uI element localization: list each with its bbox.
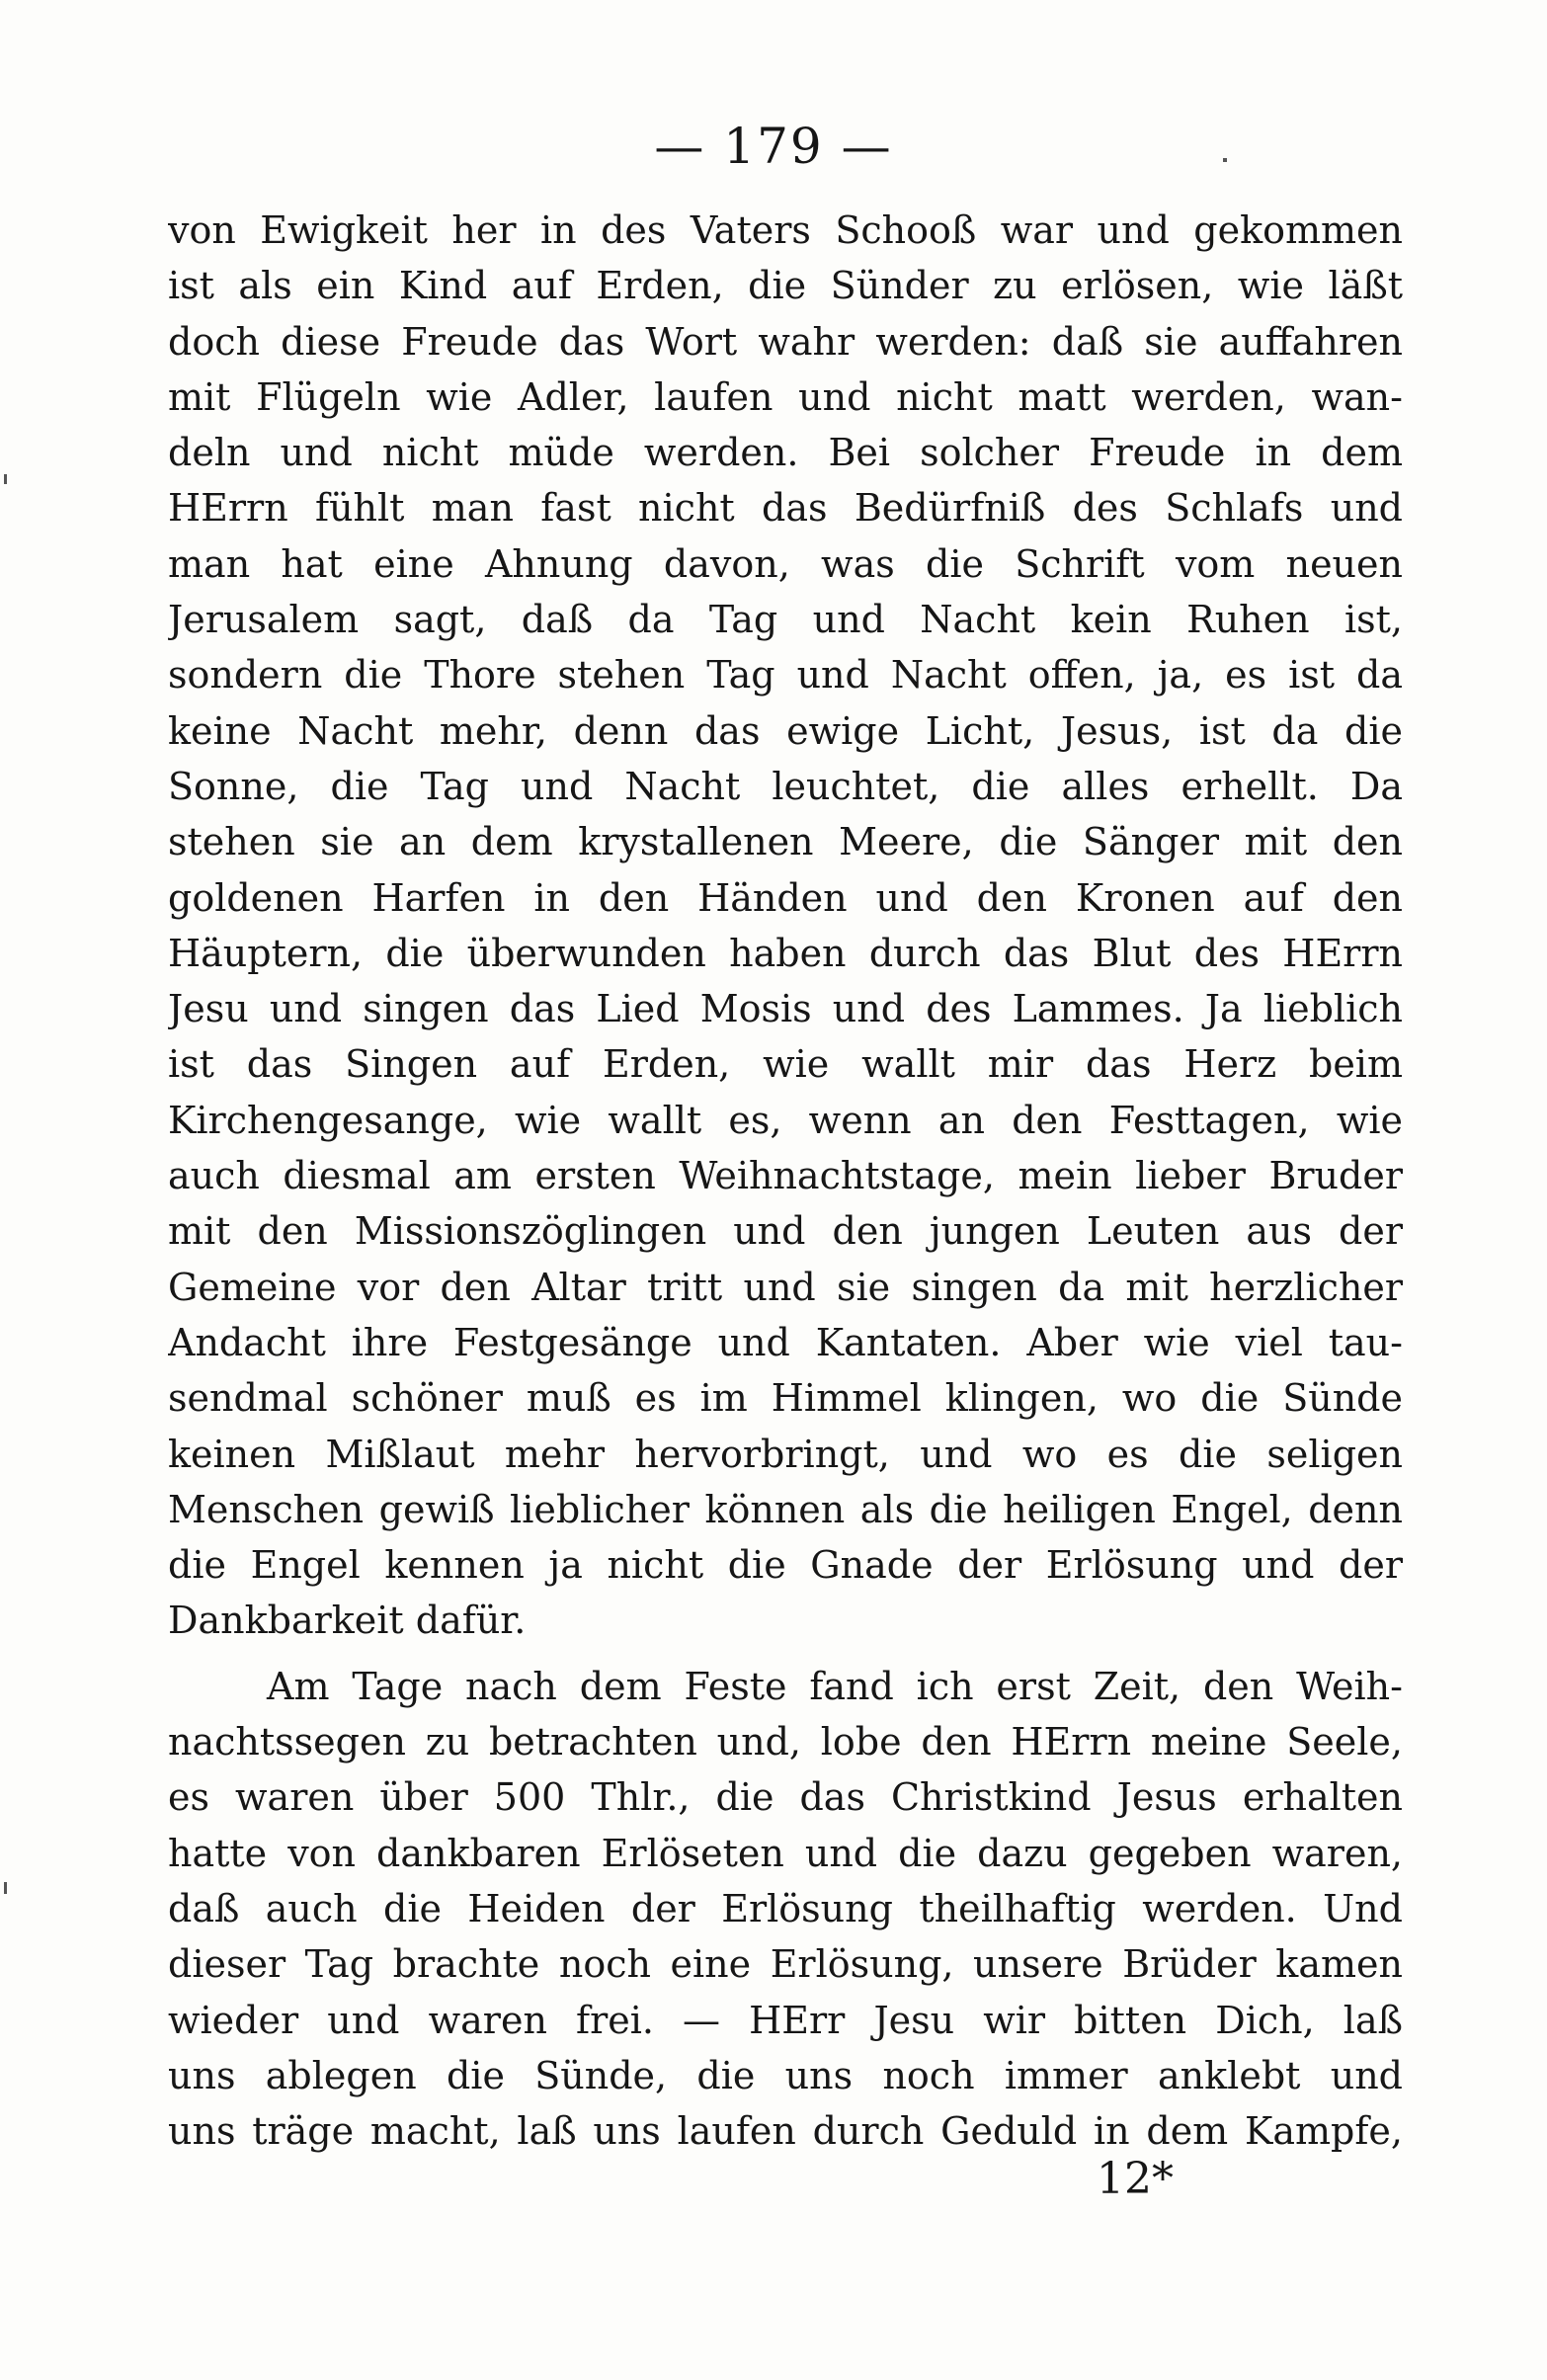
text-line: ist das Singen auf Erden, wie wallt mir das Herz beim xyxy=(168,1042,1403,1087)
paragraph-1 xyxy=(168,203,1403,1649)
margin-speck xyxy=(4,474,7,484)
text-line: hatte von dankbaren Erlöseten und die dazu gegeben waren, xyxy=(168,1831,1403,1875)
page-number: — 179 — xyxy=(654,118,893,175)
body-text xyxy=(168,203,1403,2159)
margin-speck xyxy=(4,1882,7,1894)
text-line: nachtssegen zu betrachten und, lobe den HErrn meine Seele, xyxy=(168,1720,1403,1764)
text-line: keine Nacht mehr, denn das ewige Licht, Jesus, ist da die xyxy=(168,708,1403,753)
paragraph-gap xyxy=(168,1649,1403,1659)
text-line: ist als ein Kind auf Erden, die Sünder zu erlösen, wie läßt xyxy=(168,264,1403,308)
text-line: sendmal schöner muß es im Himmel klingen, wo die Sünde xyxy=(168,1376,1403,1421)
text-line: auch diesmal am ersten Weihnachtstage, mein lieber Bruder xyxy=(168,1154,1403,1198)
text-line: daß auch die Heiden der Erlösung theilhaftig werden. Und xyxy=(168,1886,1403,1930)
text-line: uns ablegen die Sünde, die uns noch immer anklebt und xyxy=(168,2053,1403,2097)
text-line: Jerusalem sagt, daß da Tag und Nacht kein Ruhen ist, xyxy=(168,598,1403,642)
paragraph-2 xyxy=(168,1659,1403,2160)
signature-mark: 12* xyxy=(1097,2154,1174,2204)
text-line: goldenen Harfen in den Händen und den Kronen auf den xyxy=(168,875,1403,920)
text-line: keinen Mißlaut mehr hervorbringt, und wo es die seligen xyxy=(168,1432,1403,1476)
text-line: von Ewigkeit her in des Vaters Schooß war und gekommen xyxy=(168,208,1403,252)
text-line: Dankbarkeit dafür. xyxy=(168,1599,527,1643)
margin-speck xyxy=(1223,158,1227,162)
text-line: Jesu und singen das Lied Mosis und des Lammes. Ja lieblich xyxy=(168,987,1403,1031)
text-line: Menschen gewiß lieblicher können als die heiligen Engel, denn xyxy=(168,1487,1403,1531)
text-line: Kirchengesange, wie wallt es, wenn an den Festtagen, wie xyxy=(168,1098,1403,1142)
text-line: HErrn fühlt man fast nicht das Bedürfniß des Schlafs und xyxy=(168,486,1403,531)
text-line: sondern die Thore stehen Tag und Nacht offen, ja, es ist da xyxy=(168,653,1403,698)
text-line: Andacht ihre Festgesänge und Kantaten. Aber wie viel tau- xyxy=(168,1320,1403,1364)
text-line: die Engel kennen ja nicht die Gnade der Erlösung und der xyxy=(168,1543,1403,1588)
text-line: Am Tage nach dem Feste fand ich erst Zeit, den Weih- xyxy=(267,1664,1403,1708)
text-line: Häuptern, die überwunden haben durch das Blut des HErrn xyxy=(168,931,1403,975)
text-line: mit den Missionszöglingen und den jungen Leuten aus der xyxy=(168,1209,1403,1254)
text-line: dieser Tag brachte noch eine Erlösung, unsere Brüder kamen xyxy=(168,1942,1403,1987)
text-line: man hat eine Ahnung davon, was die Schrift vom neuen xyxy=(168,541,1403,586)
text-line: stehen sie an dem krystallenen Meere, die Sänger mit den xyxy=(168,820,1403,864)
text-line: Gemeine vor den Altar tritt und sie singen da mit herzlicher xyxy=(168,1265,1403,1309)
text-line: doch diese Freude das Wort wahr werden: daß sie auffahren xyxy=(168,319,1403,364)
text-line: deln und nicht müde werden. Bei solcher Freude in dem xyxy=(168,431,1403,475)
text-line: es waren über 500 Thlr., die das Christkind Jesus erhalten xyxy=(168,1775,1403,1820)
text-line: Sonne, die Tag und Nacht leuchtet, die alles erhellt. Da xyxy=(168,764,1403,808)
text-line: mit Flügeln wie Adler, laufen und nicht matt werden, wan- xyxy=(168,374,1403,419)
text-line: uns träge macht, laß uns laufen durch Geduld in dem Kampfe, xyxy=(168,2109,1403,2154)
text-line: wieder und waren frei. — HErr Jesu wir bitten Dich, laß xyxy=(168,1998,1403,2042)
